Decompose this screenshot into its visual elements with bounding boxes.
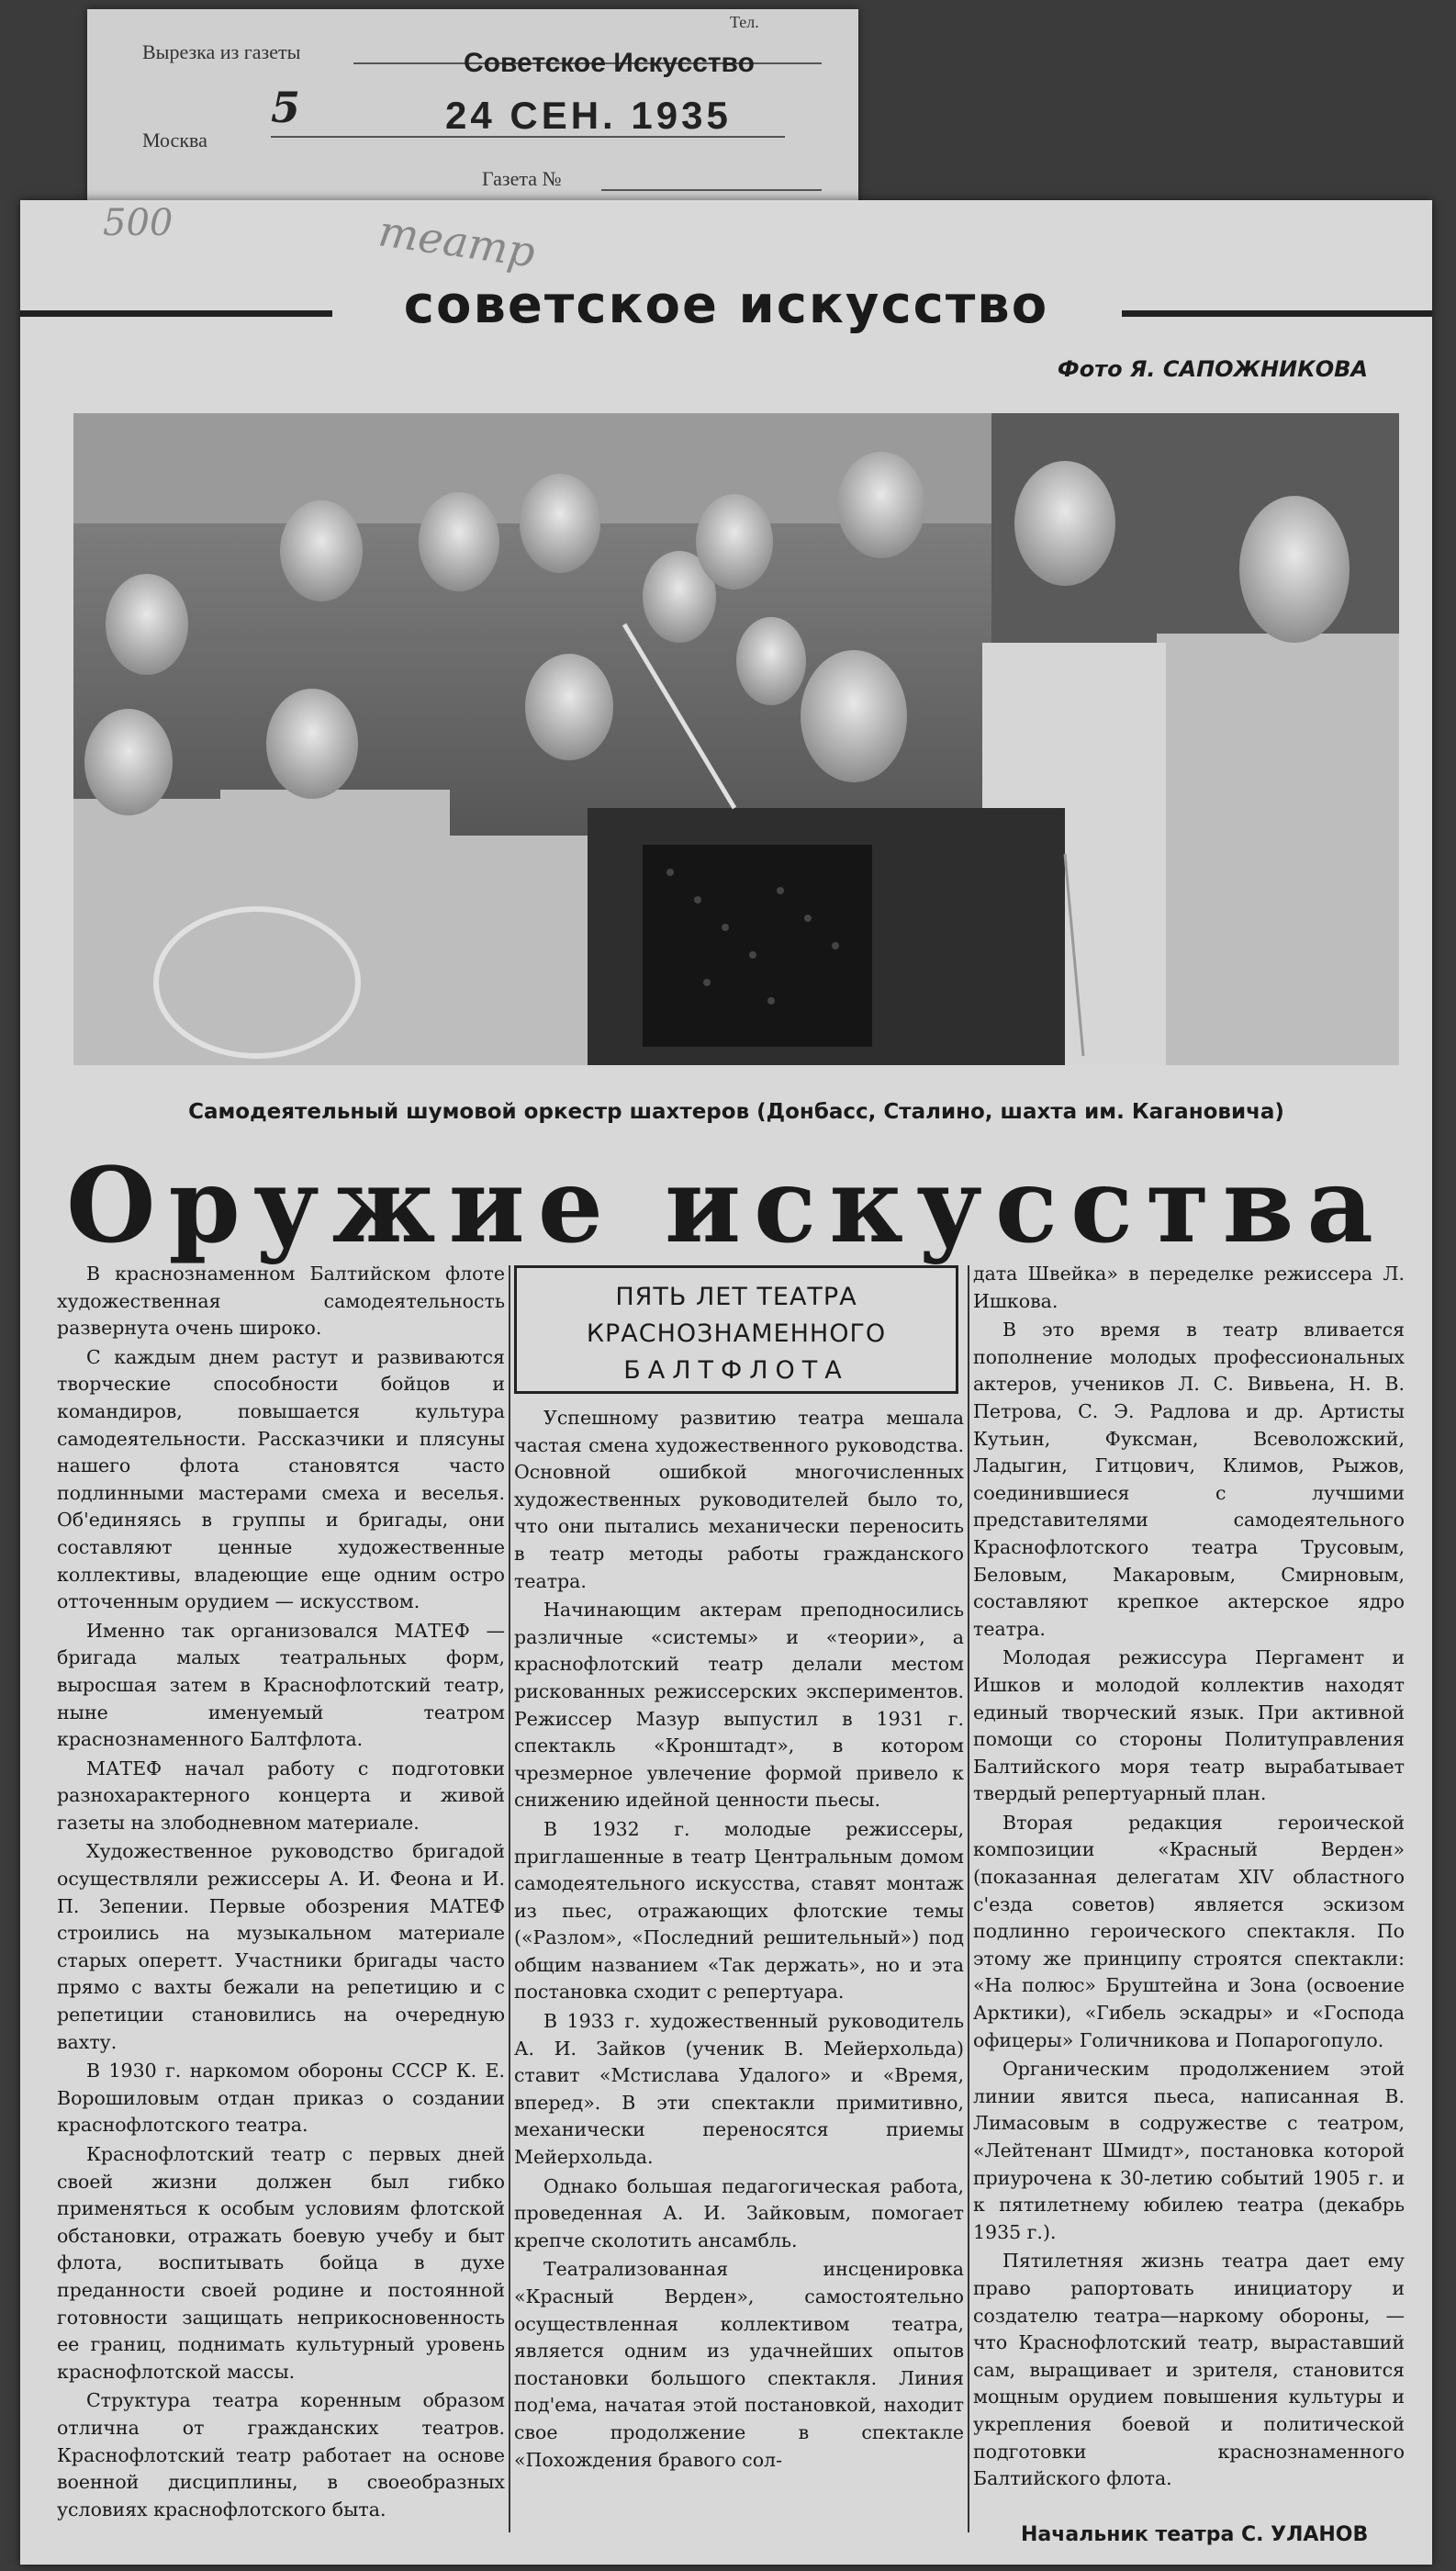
stamp-date: 24 СЕН. 1935 (445, 94, 732, 137)
paragraph: В 1932 г. молодые режиссеры, приглашенные в театр Центральным домом самодеятельного искусства, ставят монтаж из пьес, отражающих флотские темы («Разлом», «Последний решительный») под общим названием «Так держать», но и эта постановка сходит с репертуара. (514, 1817, 964, 2004)
masthead: советское искусство (403, 275, 1049, 335)
section-title-line: КРАСНОЗНАМЕННОГО (586, 1319, 887, 1348)
photo-credit: Фото Я. САПОЖНИКОВА (1057, 356, 1368, 382)
paragraph: В 1930 г. наркомом обороны СССР К. Е. Ворошиловым отдан приказ о создании краснофлотского театра. (57, 2060, 505, 2137)
article-column-3 (973, 1261, 1405, 2542)
newspaper-clipping (20, 200, 1432, 2565)
label-newspaper-no: Газета № (482, 167, 562, 190)
number-line (601, 189, 822, 191)
photo-caption: Самодеятельный шумовой оркестр шахтеров (Донбасс, Сталино, шахта им. Кагановича) (188, 1100, 1284, 1124)
paragraph: Театрализованная инсценировка «Красный Верден», самостоятельно осуществленная коллективом театра, является одним из удачнейших опытов постановки большого спектакля. Линия под'ема, начатая этой постановкой, находит свое продолжение в спектакле «Похождения бравого сол- (514, 2258, 964, 2471)
paragraph: Вторая редакция героической композиции «Красный Верден» (показанная делегатам XIV областного с'езда советов) является эскизом подлинно героического спектакля. По этому же принципу строятся спектакли: «На полюс» Бруштейна и Зона (освоение Арктики), «Гибель эскадры» и «Господа офицеры» Голичникова и Попарогопуло. (973, 1811, 1405, 2051)
signature: Начальник театра С. УЛАНОВ (1021, 2523, 1369, 2546)
paragraph: Начинающим актерам преподносились различные «системы» и «теории», а краснофлотский театр делали местом рискованных режиссерских экспериментов. Режиссер Мазур выпустил в 1931 г. спектакль «Кронштадт», в котором чрезмерное увлечение формой привело к снижению идейной ценности пьесы. (514, 1599, 964, 1812)
paragraph: В 1933 г. художественный руководитель А. И. Зайков (ученик В. Мейерхольда) ставит «Мстислава Удалого» и «Время, вперед». В эти спектакли примитивно, механически переносятся приемы Мейерхольда. (514, 2010, 964, 2169)
article-column-2 (514, 1405, 964, 2542)
paragraph: Именно так организовался МАТЕФ — бригада малых театральных форм, выросшая затем в Краснофлотский театр, ныне именуемый театром краснознаменного Балтфлота. (57, 1619, 505, 1751)
pencil-note-number: 500 (103, 202, 174, 244)
date-line (271, 136, 785, 138)
section-title-line: ПЯТЬ ЛЕТ ТЕАТРА (615, 1283, 857, 1311)
paragraph: В краснознаменном Балтийском флоте художественная самодеятельность развернута очень широко. (57, 1263, 505, 1340)
paragraph: Органическим продолжением этой линии явится пьеса, написанная В. Лимасовым в содружестве с театром, «Лейтенант Шмидт», постановка которой приурочена к 30-летию событий 1905 г. и к пятилетнему юбилею театра (декабрь 1935 г.). (973, 2058, 1405, 2243)
clipping-slip (87, 9, 858, 207)
photo-noise-orchestra (73, 413, 1399, 1065)
stamp-paper-name: Советское Искусство (464, 48, 755, 78)
paragraph: С каждым днем растут и развиваются творческие способности бойцов и командиров, повышается культура самодеятельности. Рассказчики и плясуны нашего флота становятся часто подлинными мастерами смеха и веселья. Об'единяясь в группы и бригады, они составляют ценные художественные коллективы, владеющие еще одним остро отточенным орудием — искусством. (57, 1345, 505, 1613)
paragraph: Структура театра коренным образом отлична от гражданских театров. Краснофлотский театр работает на основе военной дисциплины, в своеобразных условиях краснофлотского быта. (57, 2389, 505, 2520)
section-title-line: БАЛТФЛОТА (623, 1356, 849, 1385)
column-rule-1 (509, 1265, 510, 2532)
paragraph: МАТЕФ начал работу с подготовки разнохарактерного концерта и живой газеты на злободневном материале. (57, 1757, 505, 1834)
pencil-note: театр (375, 206, 539, 277)
photo-image (73, 413, 1399, 1065)
column-rule-2 (968, 1265, 969, 2532)
handwritten-mark: 5 (271, 83, 301, 132)
paragraph: В это время в театр вливается пополнение молодых профессиональных актеров, учеников Л. С. Вивьена, Н. В. Петрова, С. Э. Радлова и др. Артисты Кутьин, Фуксман, Всеволожский, Ладыгин, Гитцович, Климов, Рыжов, соединившиеся с лучшими представителями самодеятельного Краснофлотского театра Трусовым, Беловым, Макаровым, Смирновым, составляют крепкое актерское ядро театра. (973, 1319, 1405, 1640)
paragraph: Молодая режиссура Пергамент и Ишков и молодой коллектив находят единый творческий язык. При активной помощи со стороны Политуправления Балтийского моря театр вырабатывает твердый репертуарный план. (973, 1646, 1405, 1805)
paragraph: Однако большая педагогическая работа, проведенная А. И. Зайковым, помогает крепче сколотить ансамбль. (514, 2174, 964, 2251)
section-title-box (514, 1265, 958, 1394)
paragraph: дата Швейка» в переделке режиссера Л. Ишкова. (973, 1263, 1405, 1312)
label-clipping: Вырезка из газеты (142, 40, 301, 63)
label-city: Москва (142, 129, 207, 152)
paragraph: Успешному развитию театра мешала частая смена художественного руководства. Основной ошибкой многочисленных художественных руководителей было то, что они пытались механически переносить в театр методы работы гражданского театра. (514, 1407, 964, 1592)
article-column-1 (57, 1261, 505, 2542)
headline: Оружие искусства (65, 1146, 1386, 1266)
paragraph: Пятилетняя жизнь театра дает ему право рапортовать инициатору и создателю театра—наркому обороны, — что Краснофлотский театр, выраставший сам, выращивает и зрителя, становится мощным орудием повышения культуры и укрепления боевой и политической подготовки краснознаменного Балтийского флота. (973, 2250, 1405, 2490)
paragraph: Художественное руководство бригадой осуществляли режиссеры А. И. Феона и И. П. Зепении. Первые обозрения МАТЕФ строились на музыкальном материале старых оперетт. Участники бригады часто прямо с вахты бежали на репетицию и с репетиции становились на очередную вахту. (57, 1840, 505, 2053)
label-tel: Тел. (730, 13, 759, 31)
paragraph: Краснофлотский театр с первых дней своей жизни должен был гибко применяться к особым условиям флотской обстановки, отражать боевую учебу и быт флота, воспитывать бойца в духе преданности своей родине и постоянной готовности защищать неприкосновенность ее границ, поднимать культурный уровень краснофлотской массы. (57, 2143, 505, 2383)
